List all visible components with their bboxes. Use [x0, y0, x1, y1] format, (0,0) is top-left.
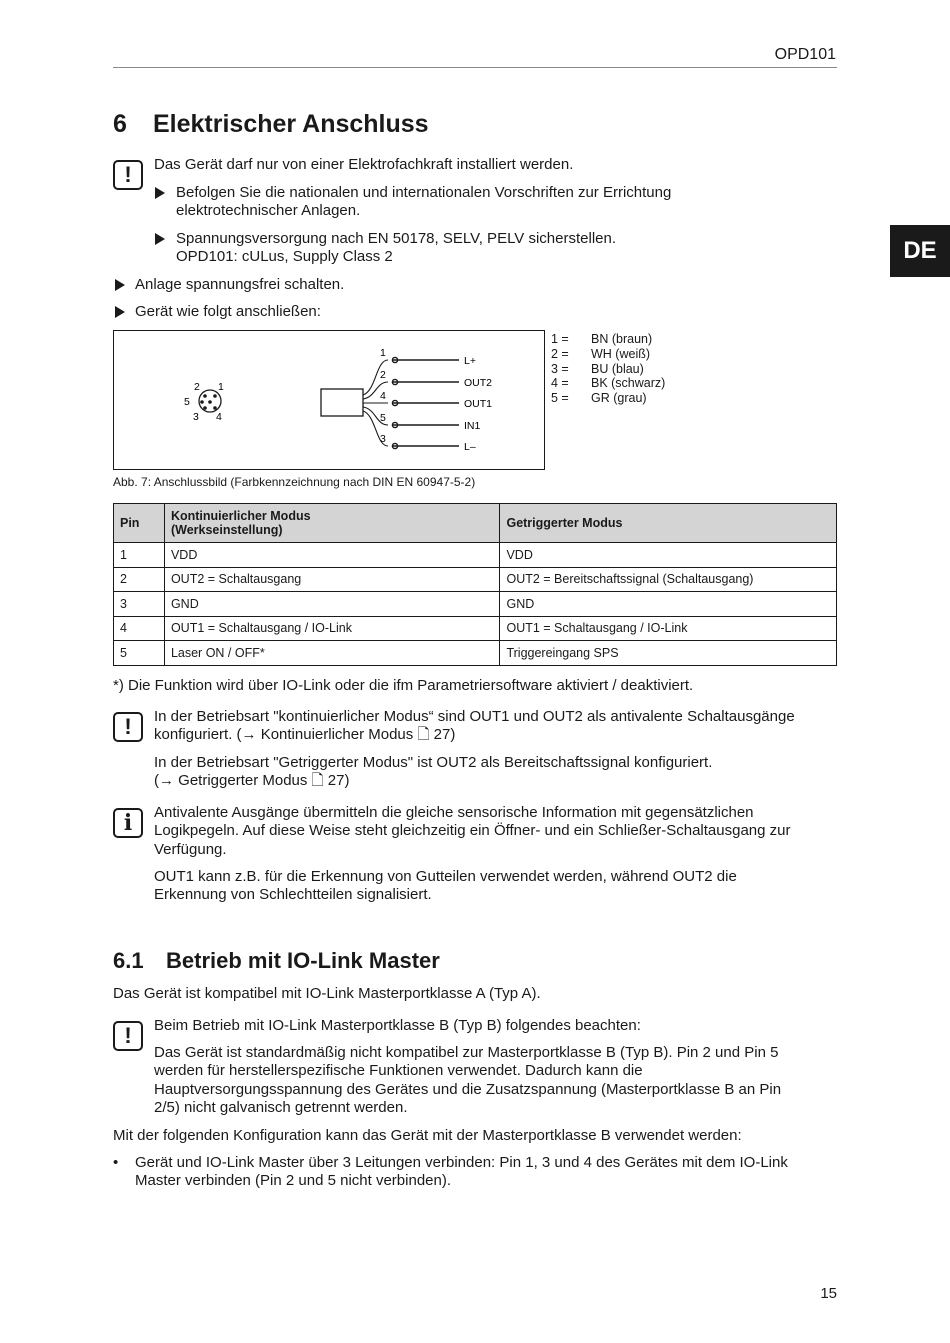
table-footnote: *) Die Funktion wird über IO-Link oder die ifm Parametriersoftware aktiviert / deaktiviert.	[113, 677, 694, 694]
connector-pin-3	[203, 406, 207, 410]
step-anschliessen: Gerät wie folgt anschließen:	[135, 303, 321, 320]
connector-pin-4	[213, 406, 217, 410]
wiring-diagram	[113, 330, 545, 470]
step-arrow-icon	[155, 233, 165, 245]
wire-number-4: 4	[380, 390, 386, 402]
bullet-marker: •	[113, 1154, 119, 1171]
legend-row: 3 = BU (blau)	[551, 361, 644, 376]
connector-label-5: 5	[184, 396, 190, 408]
header-pin: Pin	[114, 504, 165, 543]
subsection-intro: Das Gerät ist kompatibel mit IO-Link Masterportklasse A (Typ A).	[113, 985, 541, 1002]
table-row: 2 OUT2 = Schaltausgang OUT2 = Bereitschaftssignal (Schaltausgang)	[114, 567, 837, 592]
wire-label-in1: IN1	[464, 420, 481, 432]
connector-label-2: 2	[194, 381, 200, 393]
wire-colour-legend	[551, 332, 665, 406]
table-row: 1 VDD VDD	[114, 543, 837, 568]
page-number: 15	[820, 1285, 837, 1302]
wire-label-out2: OUT2	[464, 377, 493, 389]
step-arrow-icon	[155, 187, 165, 199]
warning-icon: !	[113, 1021, 143, 1051]
note-antivalent: Antivalente Ausgänge übermitteln die gleiche sensorische Information mit gegensätzlichen Logikpegeln. Auf diese Weise steht gleichzeitig ein Öffner- und ein Schließer-Schaltausgang zur Verfügung.	[154, 804, 791, 858]
figure-caption: Abb. 7: Anschlussbild (Farbkennzeichnung nach DIN EN 60947-5-2)	[113, 475, 476, 489]
pin-assignment-table	[113, 503, 837, 666]
step-arrow-icon	[115, 306, 125, 318]
table-row: 4 OUT1 = Schaltausgang / IO-Link OUT1 = Schaltausgang / IO-Link	[114, 616, 837, 641]
legend-row: 2 = WH (weiß)	[551, 346, 651, 361]
table-row: 3 GND GND	[114, 592, 837, 617]
subsection-number: 6.1	[113, 948, 144, 973]
note-triggered-mode: In der Betriebsart "Getriggerter Modus" ist OUT2 als Bereitschaftssignal konfiguriert. (→ Getriggerter Modus 🗋 27)	[154, 754, 713, 790]
config-bullet-text: Gerät und IO-Link Master über 3 Leitungen verbinden: Pin 1, 3 und 4 des Gerätes mit dem IO-Link Master verbinden (Pin 2 und 5 nicht verbinden).	[135, 1154, 788, 1190]
header-triggered-mode: Getriggerter Modus	[500, 504, 837, 543]
section-number: 6	[113, 110, 127, 138]
warning-masterport-b-detail: Das Gerät ist standardmäßig nicht kompatibel zur Masterportklasse B (Typ B). Pin 2 und Pin 5 werden für herstellerspezifische Funktionen verwendet. Dadurch kann die Hauptversorgungsspannung des Gerätes und die Zusatzspannung (Masterportklasse B an Pin 2/5) nicht galvanisch getrennt werden.	[154, 1044, 782, 1117]
connector-label-4: 4	[216, 411, 222, 423]
device-block	[321, 389, 363, 416]
wire-terminals	[392, 357, 459, 448]
step-arrow-icon	[115, 279, 125, 291]
section-heading	[113, 110, 429, 139]
section-title: Elektrischer Anschluss	[153, 110, 429, 138]
connector-label-3: 3	[193, 411, 199, 423]
connector-label-1: 1	[218, 381, 224, 393]
wire-number-1: 1	[380, 347, 386, 359]
warning-icon: !	[113, 160, 143, 190]
warning-icon: !	[113, 712, 143, 742]
wire-number-2: 2	[380, 369, 386, 381]
wire-label-out1: OUT1	[464, 398, 493, 410]
warning-masterport-b: Beim Betrieb mit IO-Link Masterportklasse B (Typ B) folgendes beachten:	[154, 1017, 641, 1034]
connector-pin-2	[203, 394, 207, 398]
note-out1-usage: OUT1 kann z.B. für die Erkennung von Gutteilen verwendet werden, während OUT2 die Erkennung von Schlechtteilen signalisiert.	[154, 868, 737, 904]
wiring-diagram-svg	[114, 331, 544, 469]
subsection-heading	[113, 948, 440, 974]
language-tab: DE	[890, 225, 950, 277]
warning-electrician-text: Das Gerät darf nur von einer Elektrofachkraft installiert werden.	[154, 156, 574, 173]
config-intro: Mit der folgenden Konfiguration kann das Gerät mit der Masterportklasse B verwendet werden:	[113, 1127, 742, 1144]
header-continuous-mode: Kontinuierlicher Modus (Werkseinstellung)	[164, 504, 500, 543]
connector-pin-1	[213, 394, 217, 398]
legend-row: 5 = GR (grau)	[551, 391, 647, 406]
wire-number-5: 5	[380, 412, 386, 424]
info-icon: i	[113, 808, 143, 838]
table-row: 5 Laser ON / OFF* Triggereingang SPS	[114, 641, 837, 666]
table-header-row	[114, 504, 837, 543]
wire-number-3: 3	[380, 433, 386, 445]
step-vorschriften: Befolgen Sie die nationalen und internationalen Vorschriften zur Errichtung elektrotechnischer Anlagen.	[176, 184, 672, 220]
wire-label-lminus: L–	[464, 441, 476, 453]
legend-row: 1 = BN (braun)	[551, 332, 653, 346]
step-spannungsversorgung: Spannungsversorgung nach EN 50178, SELV, PELV sicherstellen. OPD101: cULus, Supply Class 2	[176, 230, 617, 266]
subsection-title: Betrieb mit IO-Link Master	[166, 948, 440, 973]
legend-row: 4 = BK (schwarz)	[551, 376, 666, 391]
note-continuous-mode: In der Betriebsart "kontinuierlicher Modus“ sind OUT1 und OUT2 als antivalente Schaltausgänge konfiguriert. (→ Kontinuierlicher Modus 🗋 27)	[154, 708, 795, 744]
connector-pin-5	[200, 400, 204, 404]
connector-pin-center	[208, 400, 212, 404]
header-rule	[113, 67, 837, 68]
step-spannungsfrei: Anlage spannungsfrei schalten.	[135, 276, 345, 293]
header-product-name: OPD101	[774, 46, 836, 63]
wire-label-lplus: L+	[464, 355, 476, 367]
